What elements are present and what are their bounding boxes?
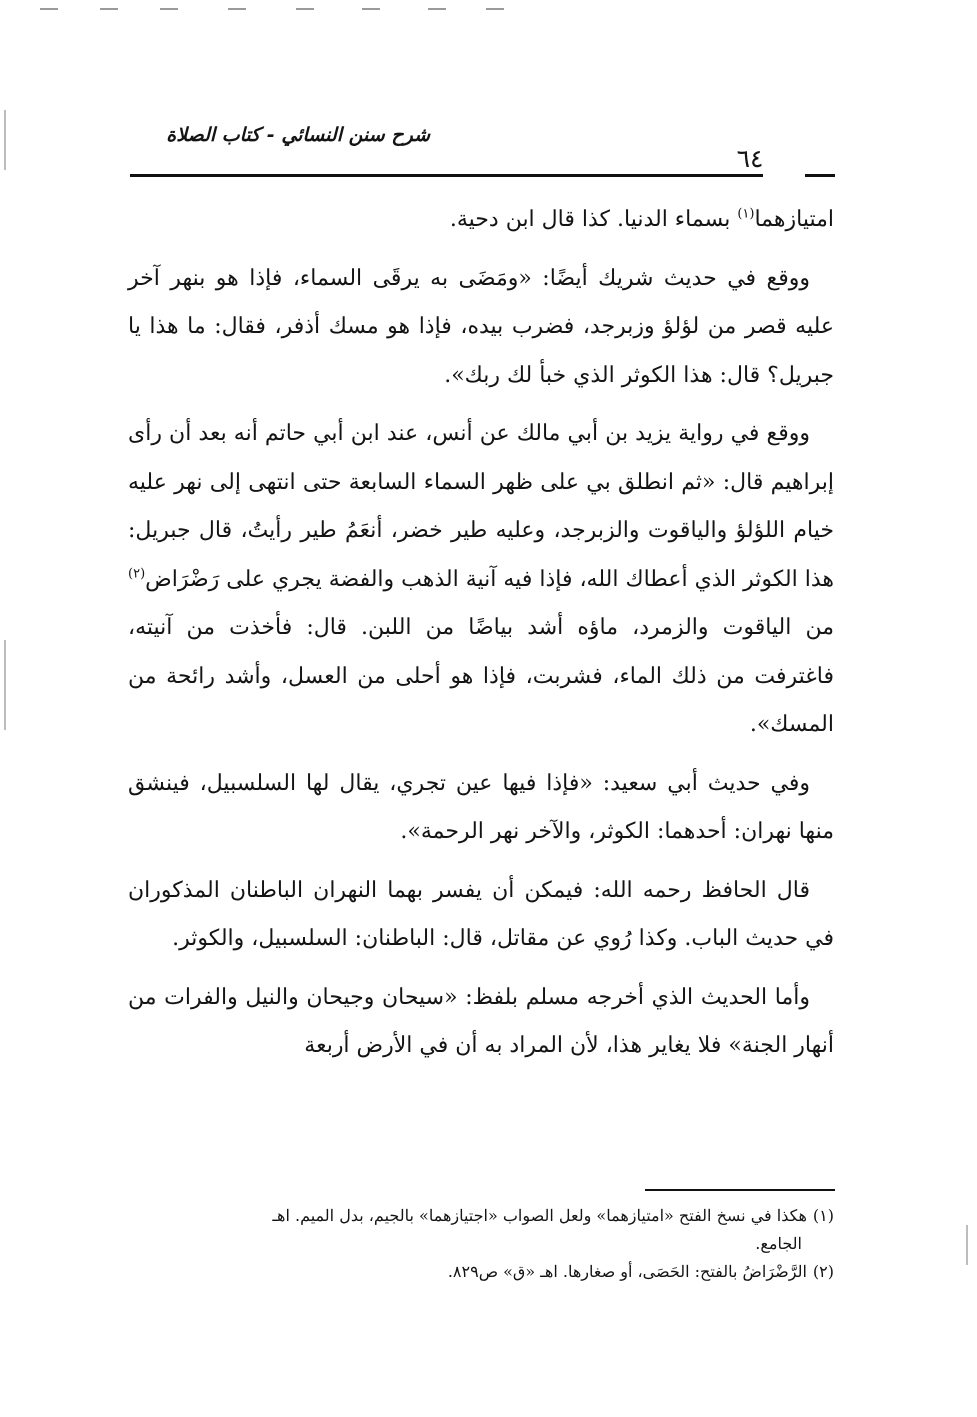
scan-mark	[362, 8, 380, 10]
footnote	[128, 1202, 834, 1230]
body-text	[128, 196, 834, 1081]
paragraph	[128, 255, 834, 401]
scan-mark	[4, 640, 6, 730]
header-rule-short	[805, 174, 835, 177]
scan-mark	[486, 8, 504, 10]
paragraph-text: ووقع في حديث شريك أيضًا: «ومَضَى به يرقَى السماء، فإذا هو بنهر آخر عليه قصر من لؤلؤ وزبرجد، فضرب بيده، فإذا هو مسك أذفر، فقال: ما هذا يا جبريل؟ قال: هذا الكوثر الذي خبأ لك ربك».	[128, 265, 834, 388]
footnote	[128, 1258, 834, 1286]
paragraph	[128, 410, 834, 750]
footnote-number: (٢)	[812, 1262, 834, 1281]
footnote-number: (١)	[812, 1206, 834, 1225]
paragraph-text: من الياقوت والزمرد، ماؤه أشد بياضًا من اللبن. قال: فأخذت من آنيته، فاغترفت من ذلك الماء، فشربت، فإذا هو أحلى من العسل، وأشد رائحة من المسك».	[128, 615, 834, 737]
paragraph-text: بسماء الدنيا. كذا قال ابن دحية.	[449, 207, 738, 232]
footnote-text: الرَّضْرَاضُ بالفتح: الحَصَى، أو صغارها. اهـ «ق» ص٨٢٩.	[447, 1262, 807, 1281]
paragraph-text: ووقع في رواية يزيد بن أبي مالك عن أنس، عند ابن أبي حاتم أنه بعد أن رأى إبراهيم قال: «ثم انطلق بي على ظهر السماء السابعة حتى انتهى إلى نهر عليه خيام اللؤلؤ والياقوت والزبرجد، وعليه طير خضر، أنعَمُ طير رأيتُ، قال جبريل: هذا الكوثر الذي أعطاك الله، فإذا فيه آنية الذهب والفضة يجري على رَضْرَاض	[128, 421, 834, 592]
footnote-separator	[645, 1189, 835, 1191]
footnote-text: هكذا في نسخ الفتح «امتيازهما» ولعل الصواب «اجتيازهما» بالجيم، بدل الميم. اهـ	[272, 1206, 807, 1225]
paragraph-text: امتيازهما	[754, 207, 834, 232]
footnote-marker[interactable]: (٢)	[128, 566, 146, 582]
paragraph	[128, 760, 834, 857]
running-header-title: شرح سنن النسائي - كتاب الصلاة	[166, 124, 430, 146]
paragraph	[128, 196, 834, 245]
scan-mark	[4, 110, 6, 170]
footnote-marker[interactable]: (١)	[737, 206, 755, 222]
paragraph	[128, 974, 834, 1071]
scan-mark	[966, 1225, 968, 1265]
paragraph	[128, 867, 834, 964]
paragraph-text: وفي حديث أبي سعيد: «فإذا فيها عين تجري، يقال لها السلسبيل، فينشق منها نهران: أحدهما: الكوثر، والآخر نهر الرحمة».	[128, 770, 834, 844]
scan-mark	[428, 8, 446, 10]
scan-mark	[100, 8, 118, 10]
scan-mark	[160, 8, 178, 10]
footnotes	[128, 1202, 834, 1286]
paragraph-text: وأما الحديث الذي أخرجه مسلم بلفظ: «سيحان وجيحان والنيل والفرات من أنهار الجنة» فلا يغاير هذا، لأن المراد به أن في الأرض أربعة	[128, 984, 834, 1058]
scan-mark	[296, 8, 314, 10]
footnote-continuation: الجامع.	[755, 1234, 802, 1253]
scan-mark	[40, 8, 58, 10]
paragraph-text: قال الحافظ رحمه الله: فيمكن أن يفسر بهما النهران الباطنان المذكوران في حديث الباب. وكذا رُوي عن مقاتل، قال: الباطنان: السلسبيل، والكوثر.	[128, 877, 834, 951]
scan-mark	[228, 8, 246, 10]
page-number: ٦٤	[736, 144, 764, 173]
header-rule	[130, 174, 763, 177]
